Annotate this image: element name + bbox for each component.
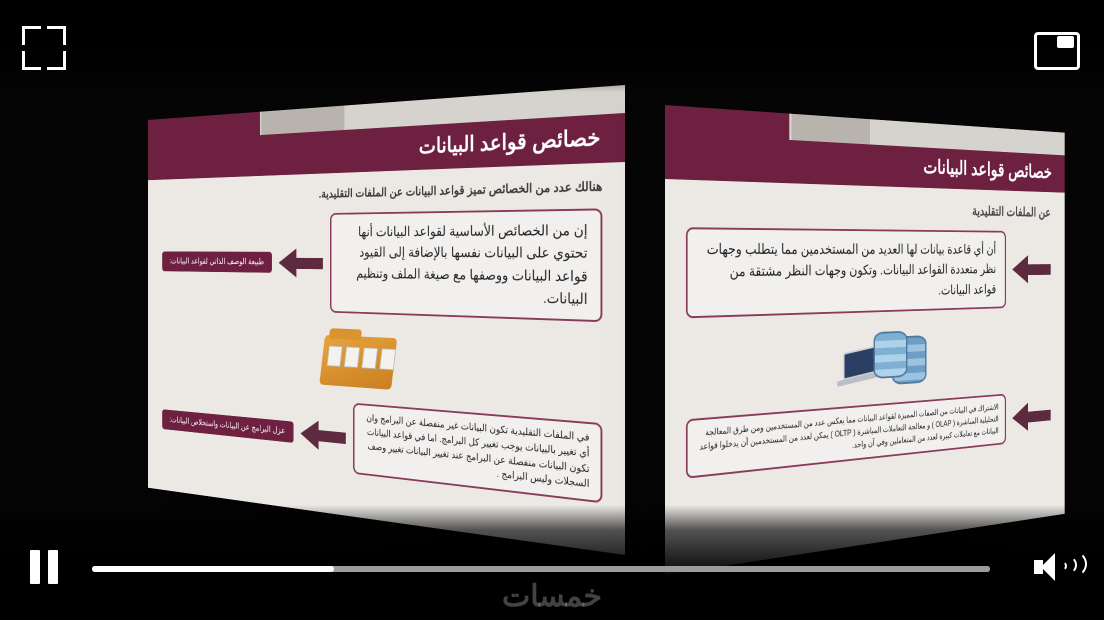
arrow-right-icon-2 <box>1012 400 1050 432</box>
slide-right-callout-2: الاشتراك في البيانات من الصفات المميزة لقواعد البيانات مما يعكس عدد من المستخدمين ومن طرق المعالجة التحليلية المباشرة ( OLAP ) و معالجة التعاملات المباشرة ( OLTP ) يمكن لعدد من المستخدمين أن يدخلوا قواعد البيانات مع تعاملات كبيرة لعدد من المتعاملين وفي آن واحد. <box>686 393 1006 478</box>
slide-left-body <box>148 162 625 534</box>
volume-icon[interactable] <box>1034 550 1080 584</box>
arrow-left-icon-1 <box>279 248 323 277</box>
slide-left-subhead: هنالك عدد من الخصائص تميز قواعد البيانات عن الملفات التقليدية. <box>318 178 603 201</box>
slide-left-callout-2: في الملفات التقليدية تكون البيانات غير منفصلة عن البرامج وان أي تغيير بالبيانات يوجب تغيير كل البرامج. اما في قواعد البيانات تكون البيانات منفصلة عن البرامج عند تغيير البيانات تغيير وصف السجلات وليس البرامج . <box>353 403 602 504</box>
slide-left <box>148 85 625 555</box>
progress-played <box>92 566 334 572</box>
slide-left-block-1 <box>162 208 602 322</box>
watermark-label: خمسات <box>501 580 603 613</box>
slide-right-title: خصائص قواعد البيانات <box>665 133 1065 193</box>
progress-bar[interactable] <box>92 566 990 572</box>
slide-left-block-2 <box>162 387 602 503</box>
folder-with-documents-icon <box>311 327 406 396</box>
pause-button[interactable] <box>28 550 62 584</box>
slide-left-callout-1: إن من الخصائص الأساسية لقواعد البيانات أنها تحتوي على البيانات نفسها بالإضافة إلى القيود قواعد البيانات ووصفها مع صيغة الملف وتنظيم البيانات. <box>330 208 602 322</box>
arrow-right-icon-1 <box>1012 255 1050 284</box>
slide-left-tag-1: طبيعة الوصف الذاتي لقواعد البيانات: <box>162 251 272 272</box>
picture-in-picture-icon[interactable] <box>1034 28 1078 66</box>
slide-left-tag-2: عزل البرامج عن البيانات واستخلاص البيانات: <box>162 409 293 443</box>
slide-right-block-1 <box>686 227 1051 318</box>
slide-right-body <box>665 179 1065 509</box>
player-bottom-bar <box>0 505 1104 620</box>
slide-left-title: خصائص قواعد البيانات <box>148 113 625 180</box>
player-top-bar <box>0 0 1104 92</box>
fullscreen-icon[interactable] <box>22 26 66 70</box>
arrow-left-icon-2 <box>300 418 345 452</box>
slide-right-subhead: عن الملفات التقليدية <box>972 204 1051 220</box>
laptop-and-database-cylinders-icon <box>839 326 931 396</box>
slide-right-callout-1: أن أي قاعدة بيانات لها العديد من المستخدمين مما يتطلب وجهات نظر متعددة القواعد البيانات. وتكون وجهات النظر مشتقة من قواعد البيانات. <box>686 227 1006 318</box>
slide-right-block-2 <box>686 390 1051 478</box>
